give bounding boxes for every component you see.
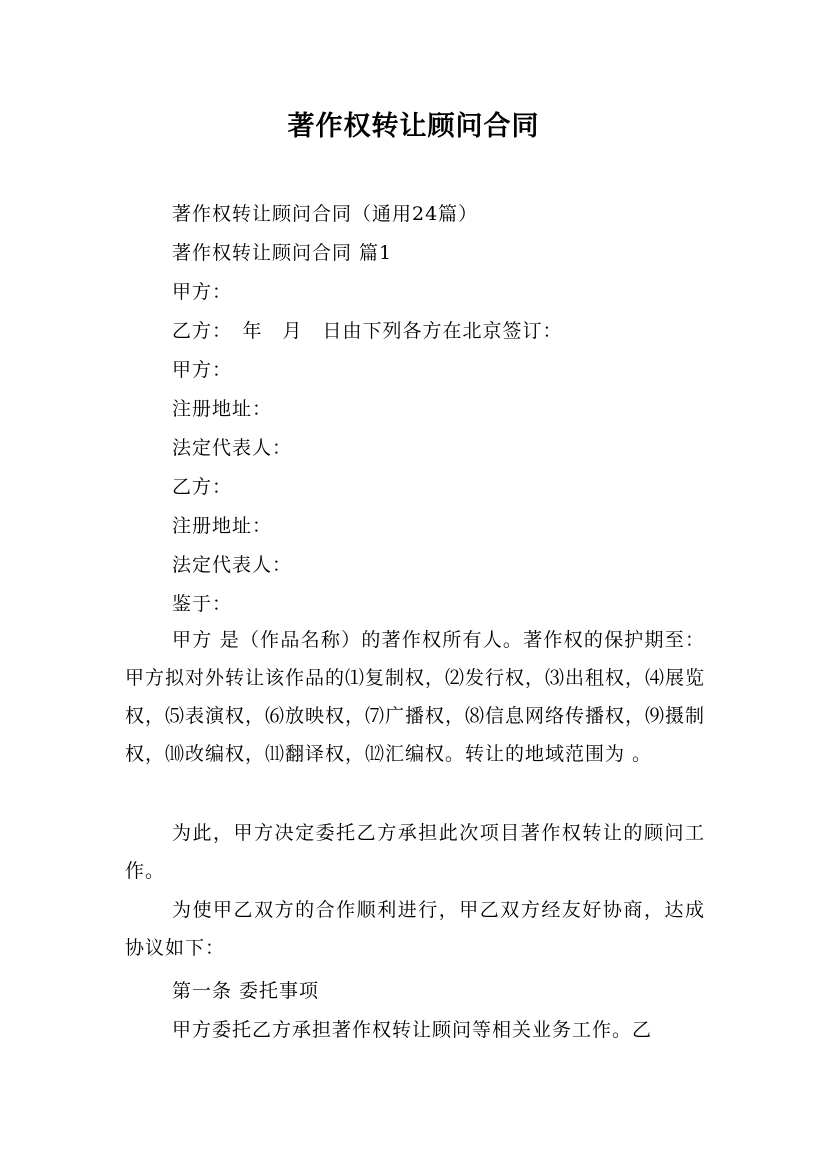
party-a-label: 甲方： bbox=[172, 359, 233, 381]
subtitle-line: 著作权转让顾问合同（通用24篇） bbox=[172, 203, 479, 225]
document-title: 著作权转让顾问合同 bbox=[287, 111, 540, 142]
party-b-label: 乙方： bbox=[172, 476, 233, 498]
legal-representative-b: 法定代表人： bbox=[172, 554, 293, 576]
section-heading: 著作权转让顾问合同 篇1 bbox=[172, 242, 393, 264]
party-a-line: 甲方： bbox=[172, 281, 233, 303]
article-heading: 第一条 委托事项 bbox=[172, 980, 320, 1002]
paragraph-agreement: 为使甲乙双方的合作顺利进行，甲乙双方经友好协商，达成协议如下： bbox=[125, 899, 705, 959]
article-text-line: 甲方委托乙方承担著作权转让顾问等相关业务工作。乙 bbox=[172, 1019, 653, 1041]
whereas-label: 鉴于： bbox=[172, 593, 233, 615]
party-b-date-line: 乙方： 年 月 日由下列各方在北京签订： bbox=[172, 320, 563, 342]
registered-address-b: 注册地址： bbox=[172, 515, 273, 537]
registered-address-a: 注册地址： bbox=[172, 398, 273, 420]
paragraph-copyright: 甲方 是（作品名称）的著作权所有人。著作权的保护期至：甲方拟对外转让该作品的⑴复制权，⑵发行权，⑶出租权，⑷展览权，⑸表演权，⑹放映权，⑺广播权，⑻信息网络传播权，⑼摄制权，⑽改编权，⑾翻译权，⑿汇编权。转让的地域范围为 。 bbox=[125, 629, 706, 765]
legal-representative-a: 法定代表人： bbox=[172, 437, 293, 459]
paragraph-entrust: 为此，甲方决定委托乙方承担此次项目著作权转让的顾问工作。 bbox=[125, 822, 705, 882]
